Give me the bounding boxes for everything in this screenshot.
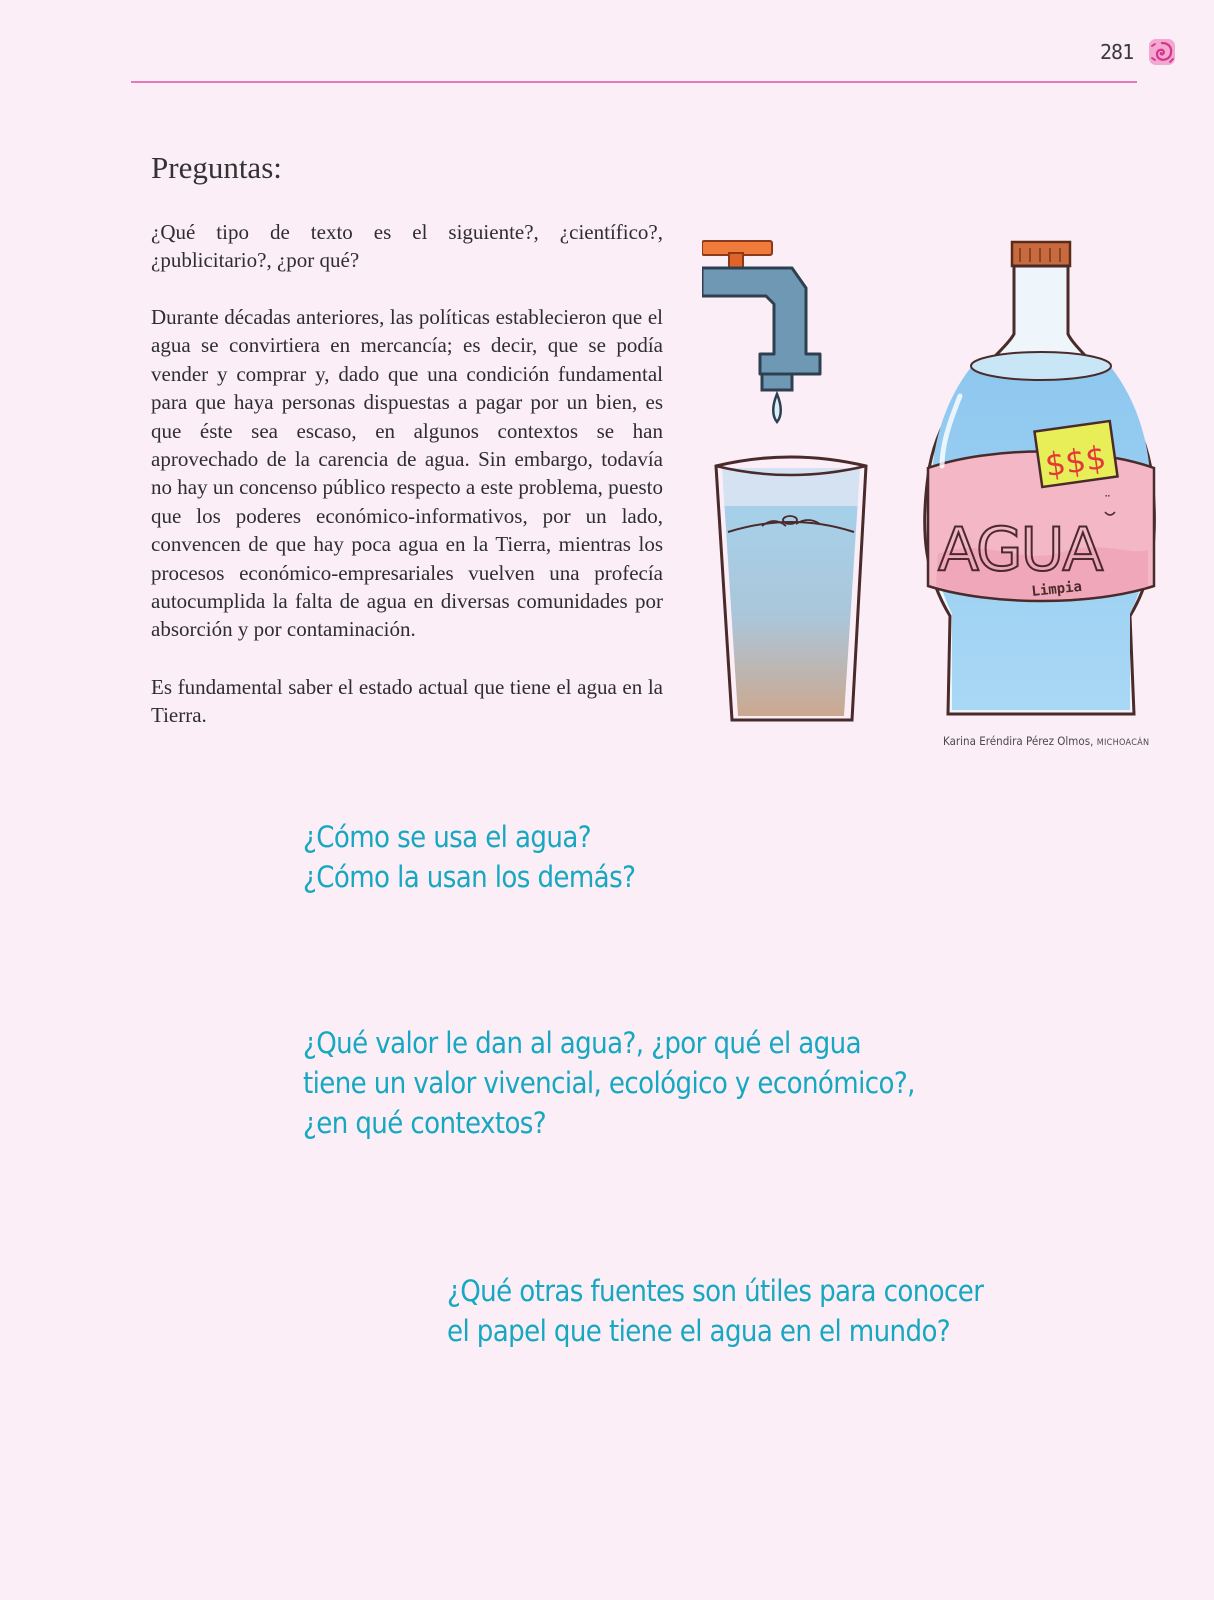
paragraph-intro-question: ¿Qué tipo de texto es el siguiente?, ¿científico?, ¿publicitario?, ¿por qué?: [151, 220, 663, 273]
bottle-label: AGUA: [938, 515, 1102, 585]
credit-region: MICHOACÁN: [1096, 738, 1150, 748]
bottle-sublabel: Limpia: [1030, 578, 1083, 600]
question-line: ¿Cómo se usa el agua?: [303, 820, 591, 854]
question-line: ¿Qué valor le dan al agua?, ¿por qué el agua: [303, 1026, 861, 1060]
paragraph-water-state: Es fundamental saber el estado actual que tiene el agua en la Tierra.: [151, 675, 663, 728]
header-rule: [131, 81, 1137, 83]
question-line: ¿Qué otras fuentes son útiles para conocer: [447, 1274, 984, 1308]
illustration-credit: [943, 734, 1149, 748]
paragraph-water-policy: Durante décadas anteriores, las políticas establecieron que el agua se convirtiera en mercancía; es decir, que se podía vender y comprar y, dado que una condición fundamental para que haya personas dispuestas a pagar por un bien, es que éste sea escaso, en algunos contextos se han aprovechado de la carencia de agua. Sin embargo, todavía no hay un concenso público respecto a este problema, puesto que los poderes económico-informativos, por un lado, convencen de que hay poca agua en la Tierra, mientras los procesos económico-empresariales vuelven una profecía autocumplida la falta de agua en diversas comunidades por absorción y por contaminación.: [151, 305, 664, 642]
water-glass-icon: [716, 457, 866, 720]
faucet-icon: [702, 241, 820, 422]
question-line: ¿en qué contextos?: [303, 1106, 547, 1140]
spiral-glyph-icon: [1148, 38, 1176, 66]
section-title: Preguntas:: [151, 150, 282, 185]
question-line: ¿Cómo la usan los demás?: [303, 860, 636, 894]
price-tag: $$$: [1042, 438, 1109, 485]
svg-text:¨: ¨: [1104, 494, 1111, 510]
question-water-use: [303, 817, 823, 897]
water-bottle-icon: [925, 242, 1155, 714]
question-other-sources: [447, 1271, 1067, 1351]
question-water-value: [303, 1023, 943, 1143]
question-line: el papel que tiene el agua en el mundo?: [447, 1314, 951, 1348]
question-line: tiene un valor vivencial, ecológico y económico?,: [303, 1066, 915, 1100]
page-number: 281: [1100, 40, 1134, 64]
water-illustration: [702, 236, 1162, 726]
credit-name: Karina Eréndira Pérez Olmos,: [943, 734, 1094, 748]
